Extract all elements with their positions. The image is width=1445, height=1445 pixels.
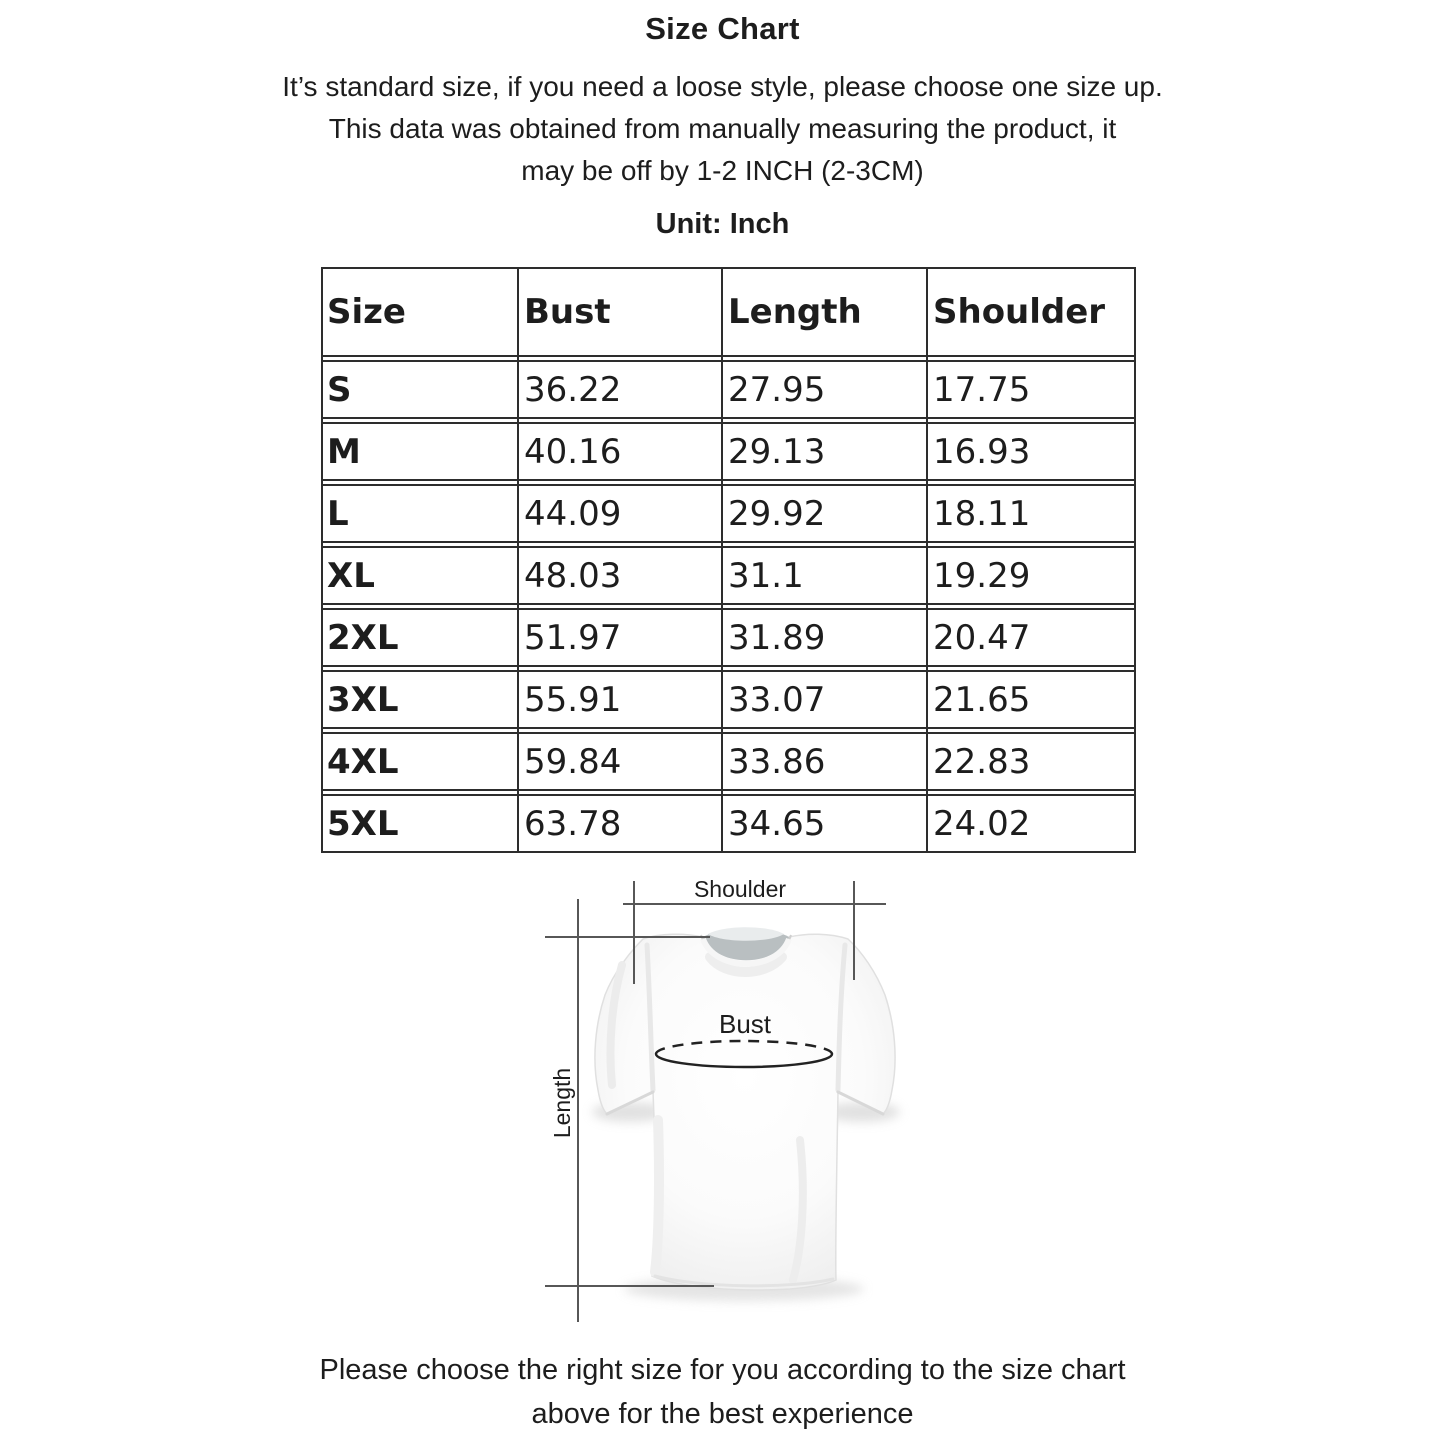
description-line: may be off by 1-2 INCH (2-3CM) bbox=[521, 155, 924, 186]
table-row bbox=[321, 360, 1136, 419]
table-grid-line bbox=[517, 267, 519, 853]
table-grid-line bbox=[321, 267, 323, 853]
length-cell: 29.92 bbox=[728, 493, 826, 534]
tshirt-measurement-diagram bbox=[528, 866, 1020, 1340]
unit-label: Unit: Inch bbox=[655, 208, 790, 240]
shoulder-cell: 20.47 bbox=[933, 617, 1031, 658]
table-row bbox=[321, 484, 1136, 543]
length-cell: 34.65 bbox=[728, 803, 826, 844]
shoulder-cell: 18.11 bbox=[933, 493, 1031, 534]
length-cell: 29.13 bbox=[728, 431, 826, 472]
shoulder-cell: 24.02 bbox=[933, 803, 1031, 844]
length-diagram-label: Length bbox=[549, 1067, 575, 1139]
table-row bbox=[321, 670, 1136, 729]
length-cell: 31.1 bbox=[728, 555, 804, 596]
bust-cell: 36.22 bbox=[524, 369, 622, 410]
description-line: This data was obtained from manually measuring the product, it bbox=[328, 113, 1117, 144]
shoulder-diagram-label: Shoulder bbox=[693, 876, 787, 902]
column-header-length: Length bbox=[728, 292, 862, 332]
bust-cell: 63.78 bbox=[524, 803, 622, 844]
size-cell: 4XL bbox=[327, 741, 399, 782]
bust-diagram-label: Bust bbox=[718, 1009, 772, 1039]
column-header-bust: Bust bbox=[524, 292, 611, 332]
table-grid-line bbox=[1134, 267, 1136, 853]
length-cell: 33.86 bbox=[728, 741, 826, 782]
table-row bbox=[321, 732, 1136, 791]
size-cell: 2XL bbox=[327, 617, 399, 658]
table-row bbox=[321, 422, 1136, 481]
table-row bbox=[321, 546, 1136, 605]
column-header-shoulder: Shoulder bbox=[933, 292, 1106, 332]
size-cell: 5XL bbox=[327, 803, 399, 844]
shoulder-cell: 21.65 bbox=[933, 679, 1031, 720]
length-cell: 31.89 bbox=[728, 617, 826, 658]
shoulder-cell: 19.29 bbox=[933, 555, 1031, 596]
bust-cell: 40.16 bbox=[524, 431, 622, 472]
column-header-size: Size bbox=[327, 292, 406, 332]
size-cell: XL bbox=[327, 555, 375, 596]
footer-line: Please choose the right size for you according to the size chart bbox=[319, 1354, 1126, 1386]
table-header-row bbox=[321, 267, 1136, 357]
table-grid-line bbox=[721, 267, 723, 853]
table-grid-line bbox=[926, 267, 928, 853]
length-cell: 27.95 bbox=[728, 369, 826, 410]
bust-cell: 48.03 bbox=[524, 555, 622, 596]
size-cell: L bbox=[327, 493, 349, 534]
size-cell: M bbox=[327, 431, 361, 472]
bust-cell: 59.84 bbox=[524, 741, 622, 782]
table-row bbox=[321, 794, 1136, 853]
length-cell: 33.07 bbox=[728, 679, 826, 720]
page-title: Size Chart bbox=[645, 11, 800, 46]
size-table bbox=[321, 267, 1136, 853]
size-cell: 3XL bbox=[327, 679, 399, 720]
size-cell: S bbox=[327, 369, 352, 410]
bust-cell: 55.91 bbox=[524, 679, 622, 720]
footer-note bbox=[0, 1348, 1445, 1436]
table-row bbox=[321, 608, 1136, 667]
footer-line: above for the best experience bbox=[531, 1398, 914, 1430]
shoulder-cell: 17.75 bbox=[933, 369, 1031, 410]
description bbox=[0, 66, 1445, 192]
bust-cell: 44.09 bbox=[524, 493, 622, 534]
shoulder-cell: 22.83 bbox=[933, 741, 1031, 782]
description-line: It’s standard size, if you need a loose style, please choose one size up. bbox=[282, 71, 1163, 102]
bust-cell: 51.97 bbox=[524, 617, 622, 658]
shoulder-cell: 16.93 bbox=[933, 431, 1031, 472]
